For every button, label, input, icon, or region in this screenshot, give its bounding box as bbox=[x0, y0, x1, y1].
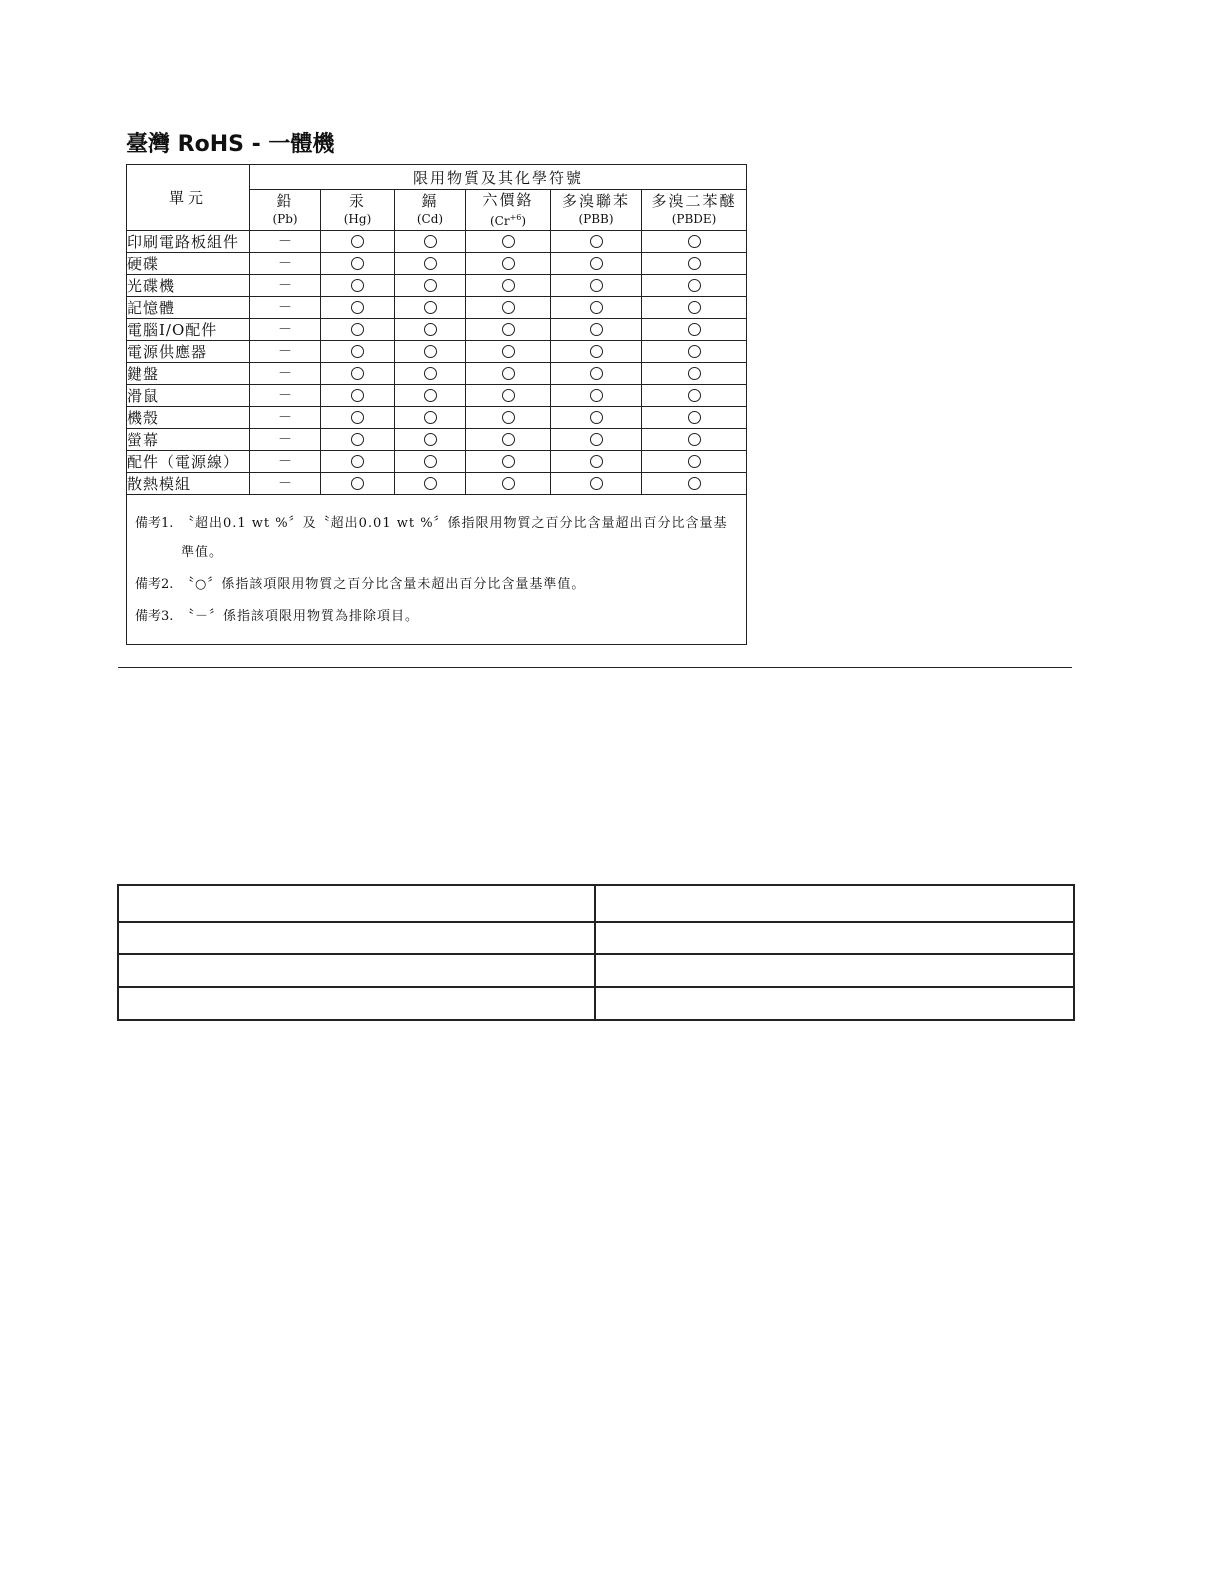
substance-mark bbox=[321, 451, 395, 473]
circle-mark bbox=[424, 301, 437, 314]
circle-mark bbox=[590, 235, 603, 248]
substance-mark bbox=[466, 429, 551, 451]
circle-mark bbox=[688, 367, 701, 380]
circle-mark bbox=[688, 389, 701, 402]
substance-mark bbox=[551, 429, 642, 451]
empty-table-cell bbox=[595, 954, 1074, 987]
substance-mark bbox=[551, 341, 642, 363]
substance-mark: － bbox=[250, 319, 321, 341]
substance-mark bbox=[321, 385, 395, 407]
circle-mark bbox=[351, 345, 364, 358]
substance-mark bbox=[551, 319, 642, 341]
note bbox=[135, 602, 740, 631]
substance-symbol: (PBB) bbox=[578, 212, 614, 226]
substance-mark bbox=[551, 407, 642, 429]
substance-name: 汞 bbox=[348, 192, 366, 210]
empty-table-cell bbox=[595, 987, 1074, 1020]
circle-mark bbox=[351, 301, 364, 314]
circle-mark bbox=[351, 411, 364, 424]
substance-mark bbox=[395, 319, 466, 341]
substance-mark bbox=[321, 231, 395, 253]
substance-mark bbox=[321, 341, 395, 363]
substance-mark bbox=[642, 231, 747, 253]
circle-mark bbox=[424, 455, 437, 468]
substance-mark bbox=[551, 473, 642, 495]
substance-mark bbox=[321, 297, 395, 319]
circle-mark bbox=[424, 389, 437, 402]
substance-mark: － bbox=[250, 341, 321, 363]
substance-mark bbox=[466, 451, 551, 473]
substance-header bbox=[395, 190, 466, 231]
unit-name: 電腦I/O配件 bbox=[127, 319, 250, 341]
notes-cell bbox=[127, 495, 747, 645]
substance-mark: － bbox=[250, 385, 321, 407]
unit-name: 滑鼠 bbox=[127, 385, 250, 407]
substance-mark bbox=[642, 473, 747, 495]
unit-name: 散熱模組 bbox=[127, 473, 250, 495]
substances-group-header: 限用物質及其化學符號 bbox=[250, 165, 747, 190]
substance-mark bbox=[466, 319, 551, 341]
substance-mark bbox=[642, 385, 747, 407]
unit-name: 螢幕 bbox=[127, 429, 250, 451]
substance-mark bbox=[321, 253, 395, 275]
empty-table-row bbox=[118, 954, 1074, 987]
unit-name: 電源供應器 bbox=[127, 341, 250, 363]
substance-mark bbox=[321, 473, 395, 495]
rohs-header-row bbox=[127, 165, 747, 190]
substance-mark bbox=[466, 363, 551, 385]
rohs-row bbox=[127, 297, 747, 319]
note-label: 備考3. bbox=[135, 609, 174, 624]
substance-mark bbox=[395, 297, 466, 319]
substance-mark bbox=[551, 297, 642, 319]
substance-mark bbox=[395, 451, 466, 473]
substance-mark: － bbox=[250, 275, 321, 297]
section-divider bbox=[118, 667, 1072, 668]
circle-mark bbox=[424, 257, 437, 270]
note-text: 〝○〞係指該項限用物質之百分比含量未超出百分比含量基準值。 bbox=[181, 577, 586, 592]
circle-mark bbox=[590, 323, 603, 336]
circle-mark bbox=[424, 411, 437, 424]
substance-mark: － bbox=[250, 473, 321, 495]
note bbox=[135, 570, 740, 599]
circle-mark bbox=[590, 367, 603, 380]
substance-mark bbox=[466, 275, 551, 297]
rohs-row bbox=[127, 341, 747, 363]
substance-symbol: $(Cr^{+6})$ bbox=[489, 212, 527, 228]
circle-mark bbox=[688, 323, 701, 336]
circle-mark bbox=[424, 235, 437, 248]
circle-mark bbox=[502, 235, 515, 248]
circle-mark bbox=[424, 279, 437, 292]
empty-table-row bbox=[118, 987, 1074, 1020]
circle-mark bbox=[351, 235, 364, 248]
circle-mark bbox=[590, 477, 603, 490]
substance-header bbox=[321, 190, 395, 231]
note bbox=[135, 509, 740, 567]
rohs-table bbox=[126, 164, 747, 645]
notes-row bbox=[127, 495, 747, 645]
substance-name: 多溴聯苯 bbox=[561, 192, 630, 210]
rohs-row bbox=[127, 319, 747, 341]
circle-mark bbox=[502, 323, 515, 336]
empty-table-cell bbox=[595, 885, 1074, 922]
unit-name: 光碟機 bbox=[127, 275, 250, 297]
substance-mark bbox=[466, 473, 551, 495]
substance-mark bbox=[642, 275, 747, 297]
circle-mark bbox=[351, 433, 364, 446]
substance-mark bbox=[395, 429, 466, 451]
substance-header bbox=[250, 190, 321, 231]
substance-mark: － bbox=[250, 231, 321, 253]
substance-mark bbox=[395, 473, 466, 495]
circle-mark bbox=[590, 411, 603, 424]
circle-mark bbox=[424, 367, 437, 380]
circle-mark bbox=[502, 411, 515, 424]
substance-mark bbox=[466, 341, 551, 363]
rohs-row bbox=[127, 407, 747, 429]
substance-symbol: (Cd) bbox=[416, 212, 444, 226]
rohs-row bbox=[127, 451, 747, 473]
circle-mark bbox=[502, 257, 515, 270]
circle-mark bbox=[688, 411, 701, 424]
circle-mark bbox=[688, 477, 701, 490]
circle-mark bbox=[424, 433, 437, 446]
substance-mark: － bbox=[250, 363, 321, 385]
circle-mark bbox=[351, 367, 364, 380]
substance-mark bbox=[466, 407, 551, 429]
empty-table-cell bbox=[595, 922, 1074, 954]
substance-mark bbox=[642, 341, 747, 363]
note-label: 備考2. bbox=[135, 577, 174, 592]
circle-mark bbox=[590, 301, 603, 314]
substance-mark bbox=[642, 297, 747, 319]
substance-header bbox=[551, 190, 642, 231]
substance-mark bbox=[551, 363, 642, 385]
empty-table-cell bbox=[118, 954, 595, 987]
circle-mark bbox=[502, 301, 515, 314]
substance-mark bbox=[466, 231, 551, 253]
circle-mark bbox=[688, 433, 701, 446]
substance-mark bbox=[321, 429, 395, 451]
circle-mark bbox=[688, 257, 701, 270]
rohs-row bbox=[127, 429, 747, 451]
empty-table-cell bbox=[118, 987, 595, 1020]
circle-mark bbox=[502, 389, 515, 402]
substance-mark bbox=[642, 451, 747, 473]
circle-mark bbox=[590, 455, 603, 468]
substance-mark bbox=[551, 275, 642, 297]
circle-mark bbox=[688, 279, 701, 292]
substance-mark bbox=[551, 451, 642, 473]
substance-mark bbox=[395, 253, 466, 275]
unit-name: 鍵盤 bbox=[127, 363, 250, 385]
unit-name: 機殼 bbox=[127, 407, 250, 429]
circle-mark bbox=[351, 389, 364, 402]
circle-mark bbox=[590, 345, 603, 358]
circle-mark bbox=[424, 477, 437, 490]
circle-mark bbox=[424, 345, 437, 358]
substance-mark bbox=[395, 385, 466, 407]
notes bbox=[127, 495, 746, 644]
rohs-row bbox=[127, 275, 747, 297]
circle-mark bbox=[590, 257, 603, 270]
circle-mark bbox=[590, 433, 603, 446]
note-text: 〝－〞係指該項限用物質為排除項目。 bbox=[181, 609, 420, 624]
circle-mark bbox=[424, 323, 437, 336]
substance-mark bbox=[642, 407, 747, 429]
substance-mark bbox=[642, 363, 747, 385]
substance-mark: － bbox=[250, 407, 321, 429]
empty-table-row bbox=[118, 885, 1074, 922]
substance-symbol: (Hg) bbox=[343, 212, 372, 226]
rohs-row bbox=[127, 253, 747, 275]
circle-mark bbox=[688, 455, 701, 468]
circle-mark bbox=[502, 279, 515, 292]
circle-mark bbox=[351, 477, 364, 490]
substance-mark bbox=[466, 297, 551, 319]
circle-mark bbox=[351, 257, 364, 270]
empty-table-row bbox=[118, 922, 1074, 954]
rohs-row bbox=[127, 473, 747, 495]
substance-name: 鎘 bbox=[421, 192, 439, 210]
circle-mark bbox=[590, 389, 603, 402]
rohs-row bbox=[127, 363, 747, 385]
substance-symbol: (Pb) bbox=[272, 212, 298, 226]
unit-name: 配件（電源線） bbox=[127, 451, 250, 473]
substance-mark: － bbox=[250, 429, 321, 451]
substance-name: 六價鉻 bbox=[482, 190, 534, 209]
note-text: 〝超出0.1 wt %〞及〝超出0.01 wt %〞係指限用物質之百分比含量超出百分比含量基準值。 bbox=[181, 516, 728, 560]
circle-mark bbox=[688, 235, 701, 248]
rohs-row bbox=[127, 385, 747, 407]
note-label: 備考1. bbox=[135, 516, 174, 531]
substance-mark bbox=[395, 341, 466, 363]
substance-header bbox=[642, 190, 747, 231]
substance-header bbox=[466, 190, 551, 231]
substance-mark bbox=[551, 253, 642, 275]
unit-name: 硬碟 bbox=[127, 253, 250, 275]
substance-mark: － bbox=[250, 451, 321, 473]
substance-mark bbox=[551, 231, 642, 253]
substance-mark bbox=[321, 363, 395, 385]
circle-mark bbox=[590, 279, 603, 292]
substance-mark bbox=[321, 319, 395, 341]
empty-table bbox=[117, 884, 1075, 1021]
circle-mark bbox=[502, 345, 515, 358]
substance-mark bbox=[395, 363, 466, 385]
unit-column-header: 單元 bbox=[127, 165, 250, 231]
empty-table-cell bbox=[118, 885, 595, 922]
circle-mark bbox=[688, 301, 701, 314]
substance-name: 多溴二苯醚 bbox=[651, 192, 737, 210]
substance-symbol: (PBDE) bbox=[671, 212, 717, 226]
unit-name: 記憶體 bbox=[127, 297, 250, 319]
substance-mark bbox=[551, 385, 642, 407]
substance-mark bbox=[642, 429, 747, 451]
circle-mark bbox=[688, 345, 701, 358]
substance-mark: － bbox=[250, 297, 321, 319]
circle-mark bbox=[351, 279, 364, 292]
rohs-row bbox=[127, 231, 747, 253]
substance-mark bbox=[466, 385, 551, 407]
substance-mark bbox=[642, 253, 747, 275]
unit-name: 印刷電路板組件 bbox=[127, 231, 250, 253]
substance-mark bbox=[642, 319, 747, 341]
empty-table-cell bbox=[118, 922, 595, 954]
substance-mark bbox=[395, 407, 466, 429]
circle-mark bbox=[351, 455, 364, 468]
circle-mark bbox=[502, 433, 515, 446]
circle-mark bbox=[502, 477, 515, 490]
substance-mark bbox=[321, 275, 395, 297]
circle-mark bbox=[502, 367, 515, 380]
substance-name: 鉛 bbox=[276, 192, 294, 210]
circle-mark bbox=[502, 455, 515, 468]
circle-mark bbox=[351, 323, 364, 336]
page-title: 臺灣 RoHS - 一體機 bbox=[126, 132, 335, 157]
substance-mark bbox=[395, 231, 466, 253]
substance-mark bbox=[466, 253, 551, 275]
substance-mark bbox=[395, 275, 466, 297]
substance-mark bbox=[321, 407, 395, 429]
substance-mark: － bbox=[250, 253, 321, 275]
